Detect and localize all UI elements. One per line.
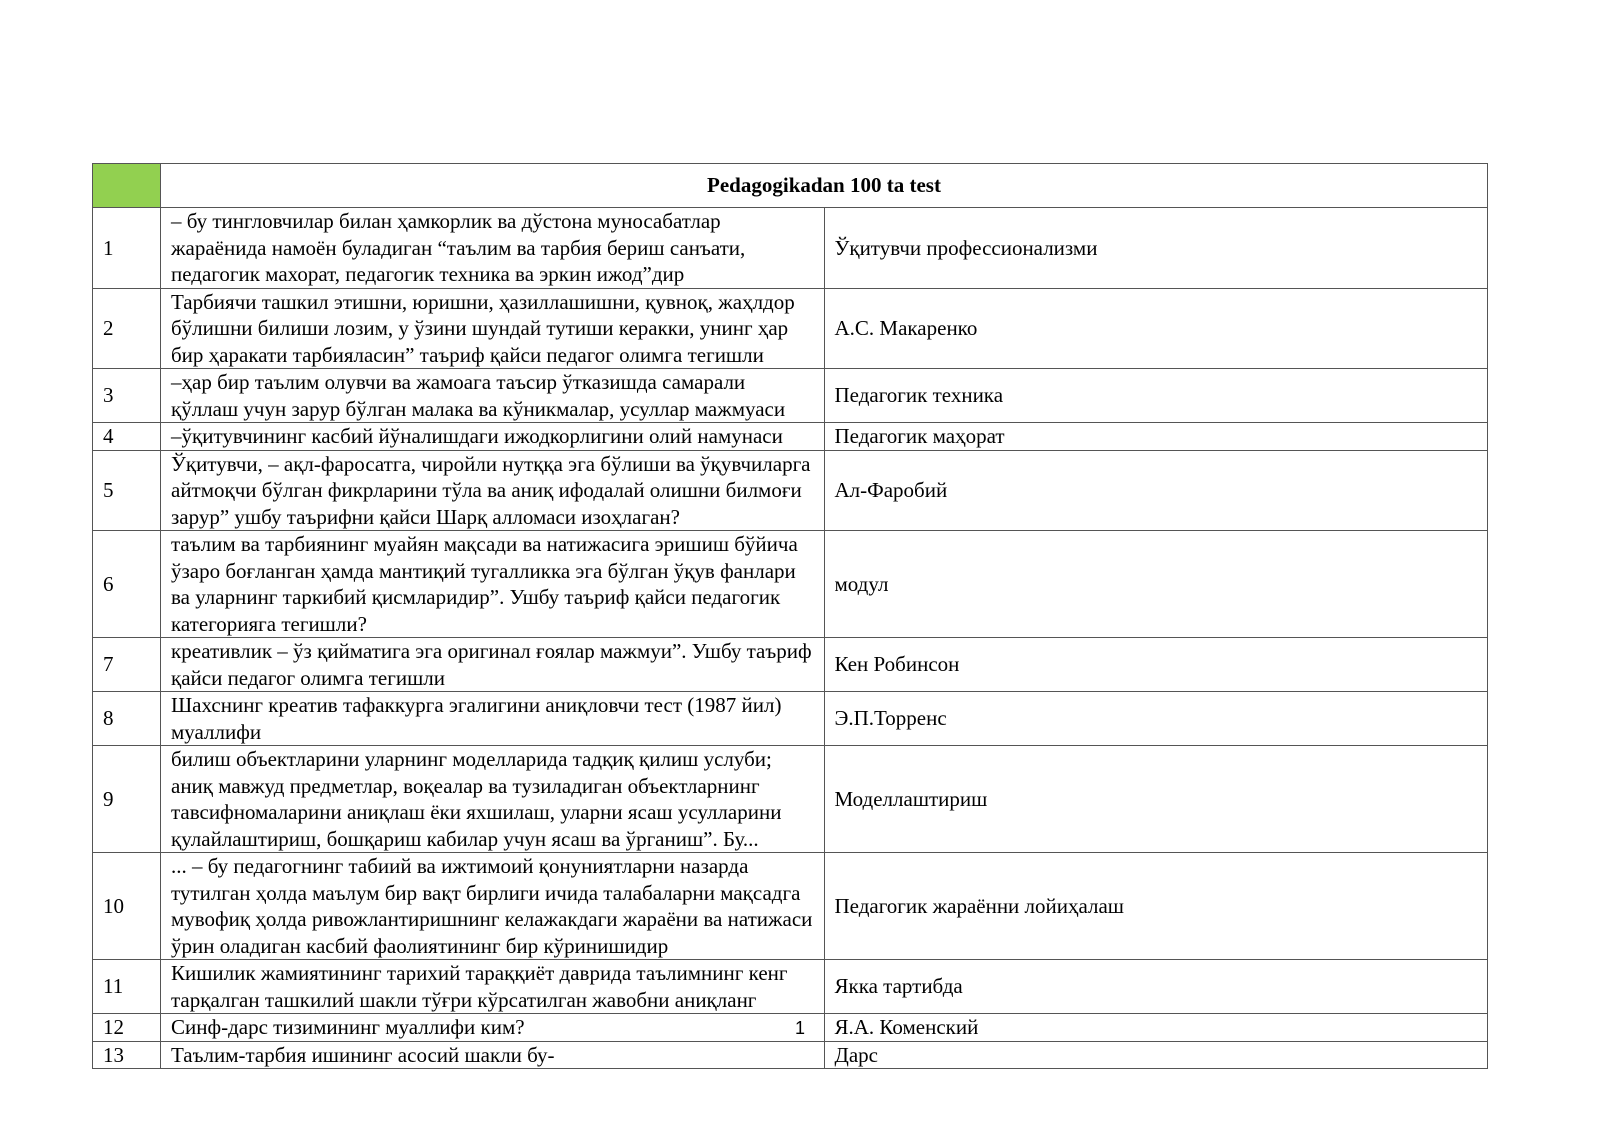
question-text: ... – бу педагогнинг табиий ва ижтимоий қонуниятларни назарда тутилган ҳолда маълум бир вақт бирлиги ичида талабаларни мақсадга мувофиқ ҳолда ривожлантиришнинг келажакдаги жараёни ва натижаси ўрин оладиган касбий фаолиятининг бир кўринишидир <box>161 853 825 960</box>
answer-text: А.С. Макаренко <box>824 288 1488 369</box>
table-row <box>93 960 1488 1014</box>
row-number: 9 <box>93 746 161 853</box>
answer-text: Якка тартибда <box>824 960 1488 1014</box>
row-number: 4 <box>93 423 161 451</box>
page-number: 1 <box>794 1018 805 1038</box>
answer-text: Э.П.Торренс <box>824 692 1488 746</box>
row-number: 5 <box>93 450 161 531</box>
question-text: Кишилик жамиятининг тарихий тараққиёт даврида таълимнинг кенг тарқалган ташкилий шакли тўғри кўрсатилган жавобни аниқланг <box>161 960 825 1014</box>
header-accent-cell <box>93 164 161 208</box>
table-row <box>93 853 1488 960</box>
question-text: Синф-дарс тизимининг муаллифи ким? <box>161 1014 825 1042</box>
answer-text: Дарс <box>824 1041 1488 1069</box>
question-text: Ўқитувчи, – ақл-фаросатга, чиройли нутққа эга бўлиши ва ўқувчиларга айтмоқчи бўлган фикрларини тўла ва аниқ ифодалай олишни билмоғи зарур” ушбу таърифни қайси Шарқ алломаси изоҳлаган? <box>161 450 825 531</box>
answer-text: Педагогик маҳорат <box>824 423 1488 451</box>
question-text: Тарбиячи ташкил этишни, юришни, ҳазиллашишни, қувноқ, жаҳлдор бўлишни билиши лозим, у ўзини шундай тутиши керакки, унинг ҳар бир ҳаракати тарбияласин” таъриф қайси педагог олимга тегишли <box>161 288 825 369</box>
answer-text: Я.А. Коменский <box>824 1014 1488 1042</box>
table-row <box>93 638 1488 692</box>
row-number: 1 <box>93 208 161 289</box>
table-row <box>93 208 1488 289</box>
question-text: –ҳар бир таълим олувчи ва жамоага таъсир ўтказишда самарали қўллаш учун зарур бўлган малака ва кўникмалар, усуллар мажмуаси <box>161 369 825 423</box>
row-number: 3 <box>93 369 161 423</box>
row-number: 13 <box>93 1041 161 1069</box>
row-number: 2 <box>93 288 161 369</box>
question-text: Шахснинг креатив тафаккурга эгалигини аниқловчи тест (1987 йил) муаллифи <box>161 692 825 746</box>
answer-text: модул <box>824 531 1488 638</box>
table-row <box>93 450 1488 531</box>
question-text: –ўқитувчининг касбий йўналишдаги ижодкорлигини олий намунаси <box>161 423 825 451</box>
table-row <box>93 692 1488 746</box>
row-number: 6 <box>93 531 161 638</box>
question-text: – бу тингловчилар билан ҳамкорлик ва дўстона муносабатлар жараёнида намоён буладиган “таълим ва тарбия бериш санъати, педагогик махорат, педагогик техника ва эркин ижод”дир <box>161 208 825 289</box>
row-number: 12 <box>93 1014 161 1042</box>
answer-text: Педагогик техника <box>824 369 1488 423</box>
answer-text: Ўқитувчи профессионализми <box>824 208 1488 289</box>
test-table <box>92 163 1488 1069</box>
row-number: 10 <box>93 853 161 960</box>
table-row <box>93 1041 1488 1069</box>
answer-text: Ал-Фаробий <box>824 450 1488 531</box>
document-title: Pedagogikadan 100 ta test <box>161 164 1488 208</box>
answer-text: Педагогик жараённи лойиҳалаш <box>824 853 1488 960</box>
table-row <box>93 531 1488 638</box>
row-number: 7 <box>93 638 161 692</box>
answer-text: Кен Робинсон <box>824 638 1488 692</box>
question-text: билиш объектларини уларнинг моделларида тадқиқ қилиш услуби; аниқ мавжуд предметлар, воқеалар ва тузиладиган объектларнинг тавсифномаларини аниқлаш ёки яхшилаш, уларни ясаш усулларини қулайлаштириш, бошқариш кабилар учун ясаш ва ўрганиш”. Бу... <box>161 746 825 853</box>
table-row <box>93 746 1488 853</box>
answer-text: Моделлаштириш <box>824 746 1488 853</box>
table-header-row <box>93 164 1488 208</box>
table-row <box>93 288 1488 369</box>
row-number: 11 <box>93 960 161 1014</box>
question-text: таълим ва тарбиянинг муайян мақсади ва натижасига эришиш бўйича ўзаро боғланган ҳамда мантиқий тугалликка эга бўлган ўқув фанлари ва уларнинг таркибий қисмларидир”. Ушбу таъриф қайси педагогик категорияга тегишли? <box>161 531 825 638</box>
table-row <box>93 369 1488 423</box>
table-row <box>93 423 1488 451</box>
question-text: креативлик – ўз қийматига эга оригинал ғоялар мажмуи”. Ушбу таъриф қайси педагог олимга тегишли <box>161 638 825 692</box>
row-number: 8 <box>93 692 161 746</box>
question-text: Таълим-тарбия ишининг асосий шакли бу- <box>161 1041 825 1069</box>
